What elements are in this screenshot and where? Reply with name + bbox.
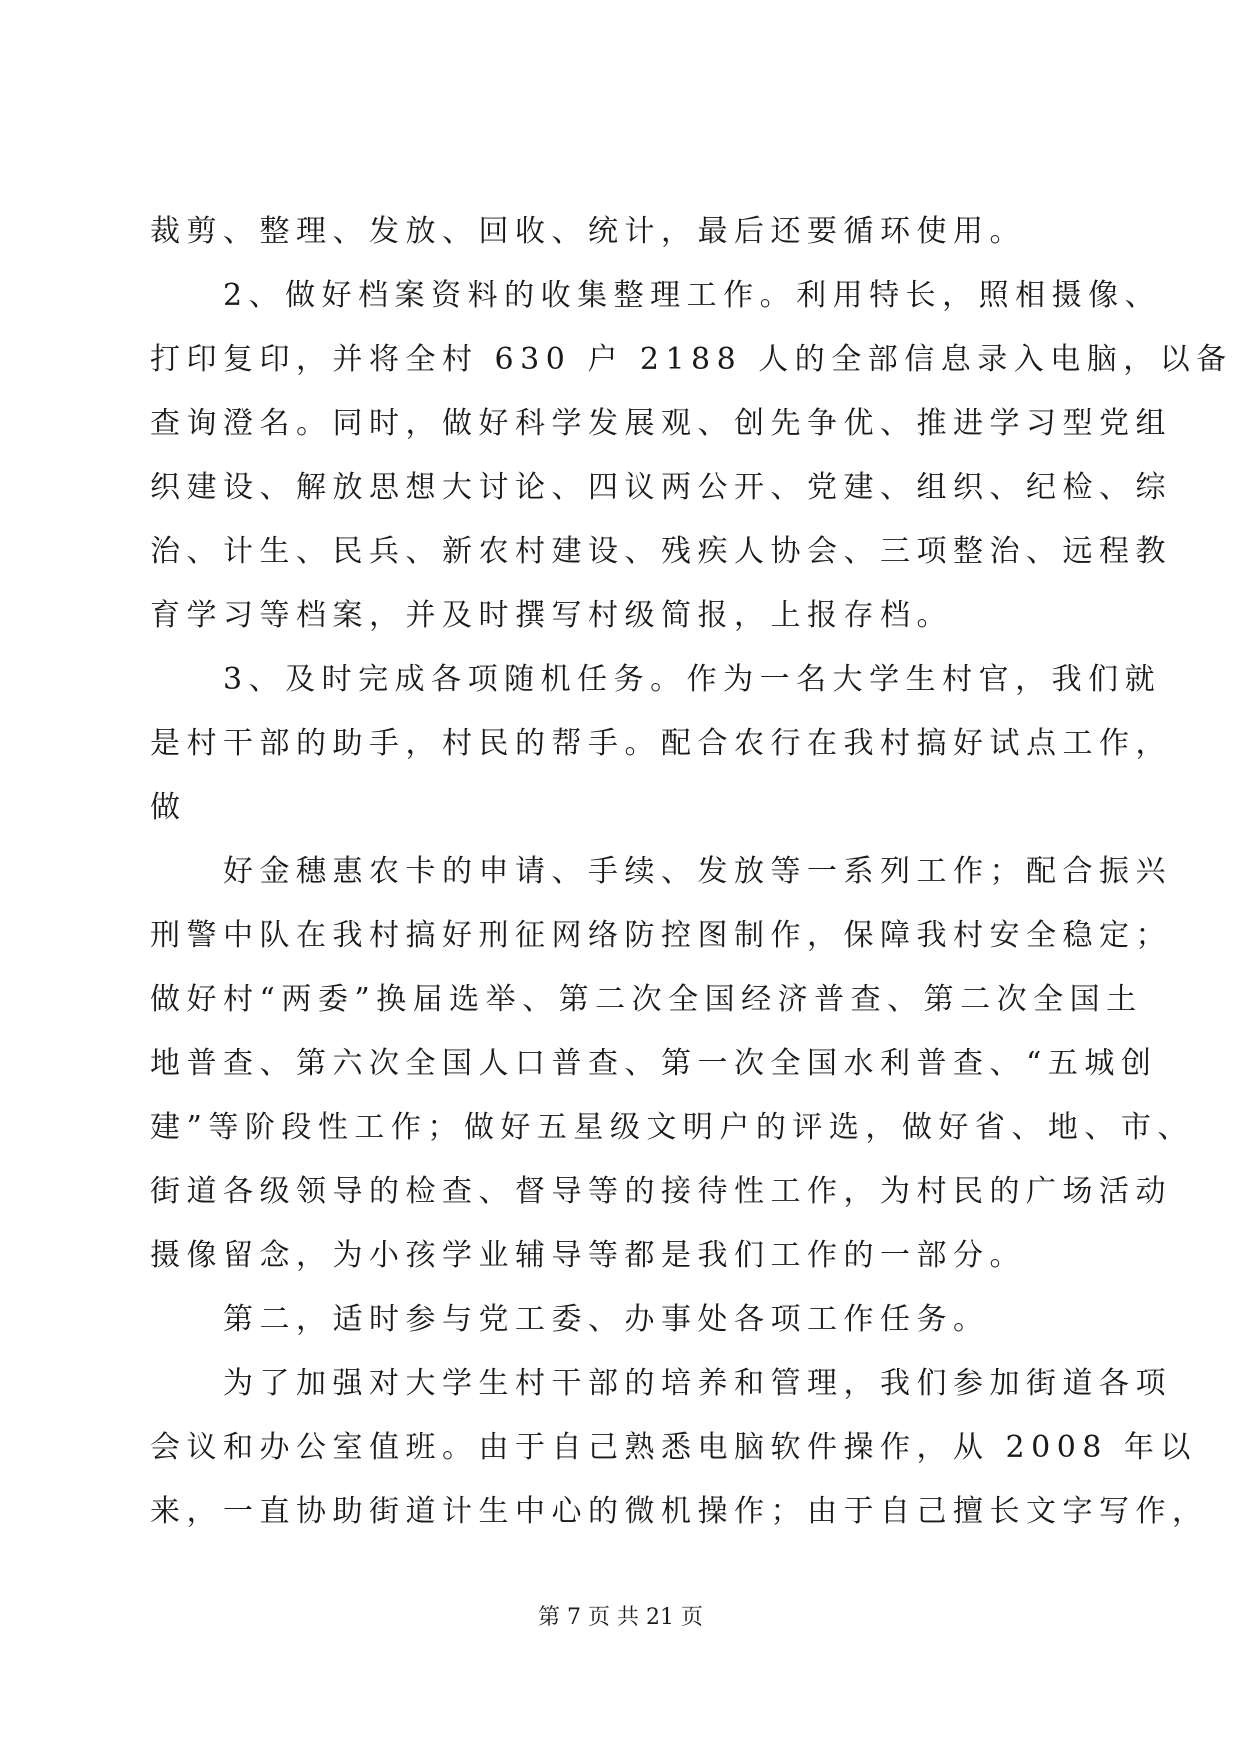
text-line: 是村干部的助手，村民的帮手。配合农行在我村搞好试点工作，	[150, 726, 1172, 761]
text-line: 育学习等档案，并及时撰写村级简报，上报存档。	[150, 598, 953, 633]
text-line: 来，一直协助街道计生中心的微机操作；由于自己擅长文字写作，	[150, 1494, 1209, 1529]
text-line: 做	[150, 790, 187, 825]
text-line: 打印复印，并将全村 630 户 2188 人的全部信息录入电脑，以备	[150, 342, 1233, 377]
page-number-footer: 第 7 页 共 21 页	[538, 1605, 703, 1630]
text-line: 为了加强对大学生村干部的培养和管理，我们参加街道各项	[150, 1366, 1172, 1401]
text-line: 摄像留念，为小孩学业辅导等都是我们工作的一部分。	[150, 1238, 1026, 1273]
text-line: 治、计生、民兵、新农村建设、残疾人协会、三项整治、远程教	[150, 534, 1172, 569]
text-line: 建”等阶段性工作；做好五星级文明户的评选，做好省、地、市、	[150, 1110, 1194, 1145]
text-line: 会议和办公室值班。由于自己熟悉电脑软件操作，从 2008 年以	[150, 1430, 1197, 1465]
text-line: 裁剪、整理、发放、回收、统计，最后还要循环使用。	[150, 214, 1026, 249]
text-line: 街道各级领导的检查、督导等的接待性工作，为村民的广场活动	[150, 1174, 1172, 1209]
text-line: 织建设、解放思想大讨论、四议两公开、党建、组织、纪检、综	[150, 470, 1172, 505]
text-line: 2、做好档案资料的收集整理工作。利用特长，照相摄像、	[150, 278, 1162, 313]
text-line: 好金穗惠农卡的申请、手续、发放等一系列工作；配合振兴	[150, 854, 1172, 889]
text-line: 3、及时完成各项随机任务。作为一名大学生村官，我们就	[150, 662, 1162, 697]
body-text	[150, 200, 1233, 1544]
text-line: 做好村“两委”换届选举、第二次全国经济普查、第二次全国土	[150, 982, 1143, 1017]
text-line: 第二，适时参与党工委、办事处各项工作任务。	[150, 1302, 990, 1337]
text-line: 地普查、第六次全国人口普查、第一次全国水利普查、“五城创	[150, 1046, 1158, 1081]
text-line: 刑警中队在我村搞好刑征网络防控图制作，保障我村安全稳定；	[150, 918, 1172, 953]
text-line: 查询澄名。同时，做好科学发展观、创先争优、推进学习型党组	[150, 406, 1172, 441]
